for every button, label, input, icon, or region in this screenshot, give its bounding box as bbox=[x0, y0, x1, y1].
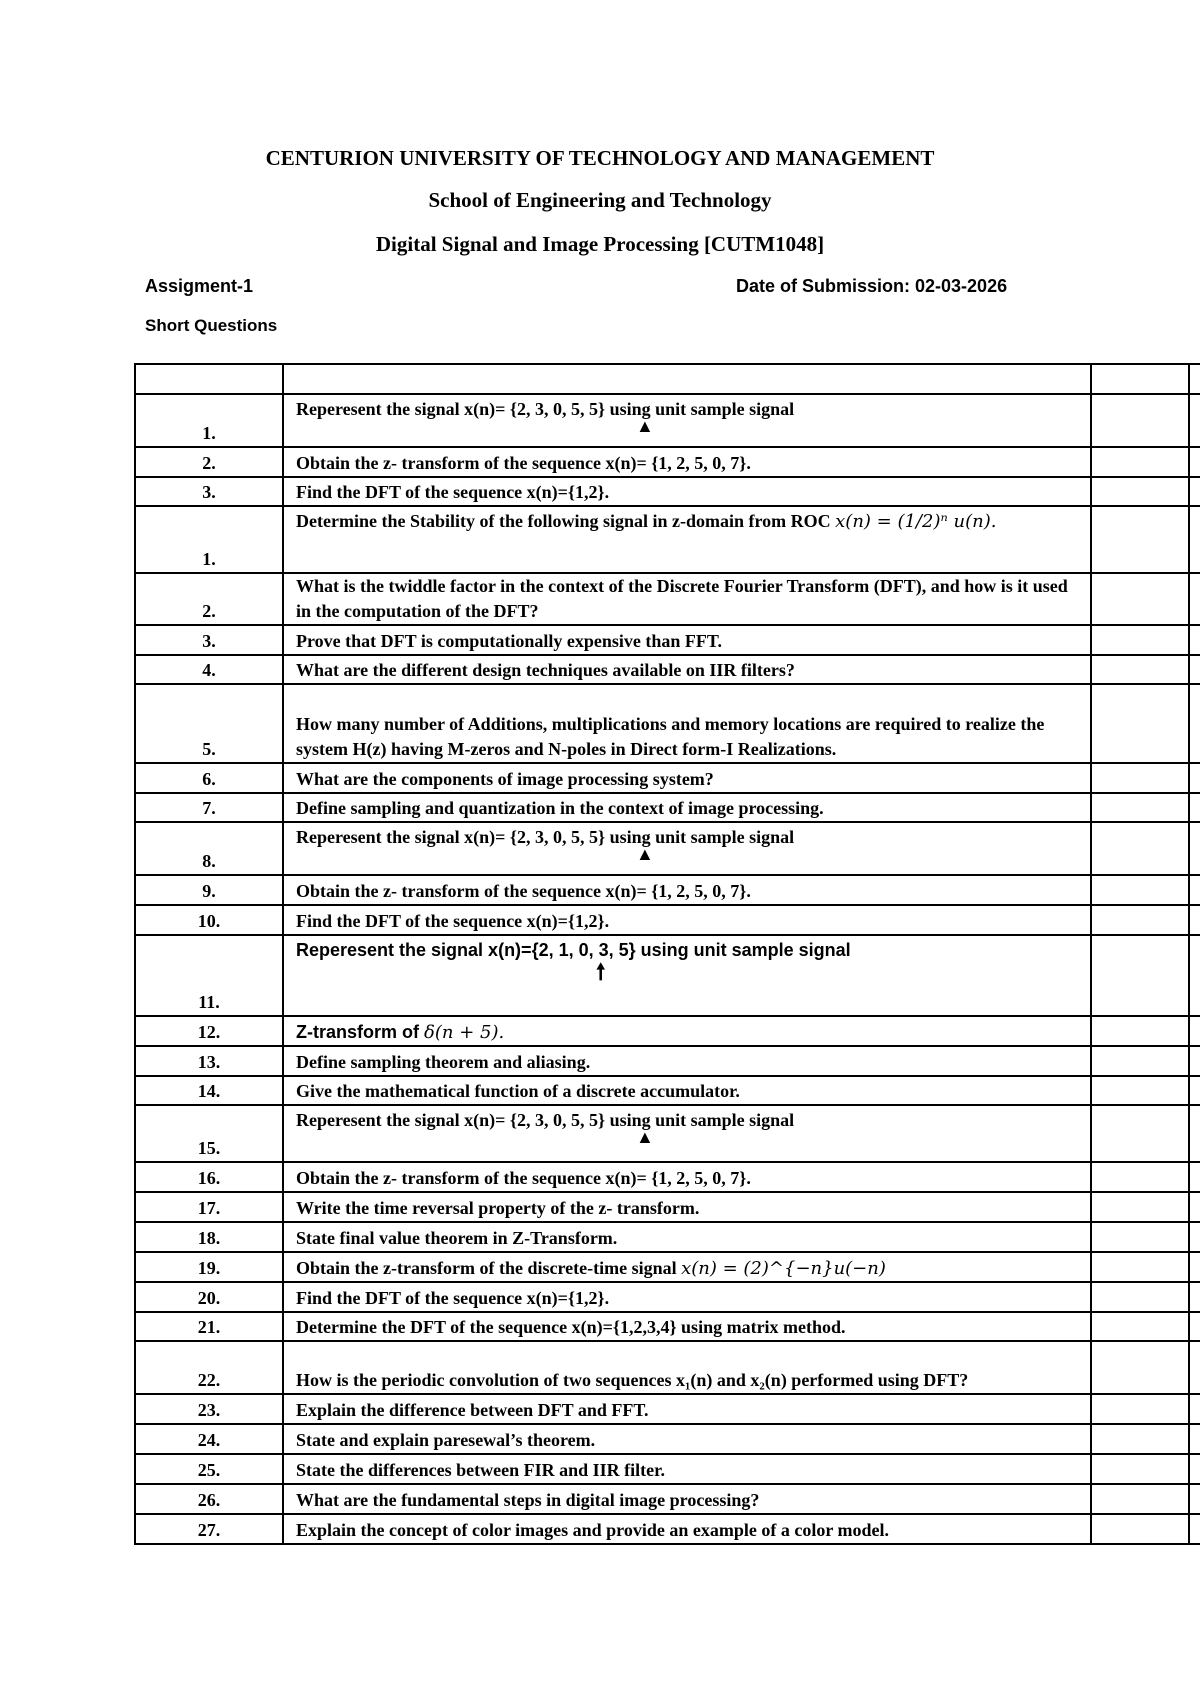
table-cell bbox=[1091, 506, 1189, 573]
submission-date: Date of Submission: 02-03-2026 bbox=[736, 276, 1008, 296]
question-text: Explain the difference between DFT and FFT. bbox=[283, 1394, 1091, 1424]
question-text: Find the DFT of the sequence x(n)={1,2}. bbox=[283, 1282, 1091, 1312]
table-row bbox=[135, 1046, 1200, 1076]
question-number: 2. bbox=[135, 573, 283, 625]
table-cell bbox=[1189, 1514, 1200, 1544]
arrow-up-icon: ▲ bbox=[636, 416, 654, 436]
table-row bbox=[135, 935, 1200, 1016]
table-cell bbox=[1091, 793, 1189, 822]
arrow-up-icon: 🠕 bbox=[596, 959, 606, 984]
question-number: 7. bbox=[135, 793, 283, 822]
table-cell bbox=[1091, 477, 1189, 506]
table-row bbox=[135, 1105, 1200, 1162]
question-number: 16. bbox=[135, 1162, 283, 1192]
table-cell bbox=[1189, 935, 1200, 1016]
table-header-row bbox=[135, 364, 1200, 394]
question-number: 2. bbox=[135, 447, 283, 477]
table-cell bbox=[1091, 1105, 1189, 1162]
question-text bbox=[283, 1252, 1091, 1282]
table-cell bbox=[1091, 763, 1189, 793]
questions-table bbox=[134, 363, 1200, 1545]
table-cell bbox=[135, 364, 283, 394]
arrow-up-icon: ▲ bbox=[636, 1127, 654, 1147]
question-number: 20. bbox=[135, 1282, 283, 1312]
table-cell bbox=[1091, 1514, 1189, 1544]
question-text bbox=[283, 394, 1091, 447]
table-cell bbox=[1091, 625, 1189, 655]
table-cell bbox=[1189, 905, 1200, 935]
table-cell bbox=[1091, 1192, 1189, 1222]
question-number: 3. bbox=[135, 625, 283, 655]
question-number: 8. bbox=[135, 822, 283, 875]
table-cell bbox=[283, 364, 1091, 394]
assignment-label: Assigment-1 bbox=[145, 276, 254, 296]
table-cell bbox=[1091, 684, 1189, 763]
table-row bbox=[135, 905, 1200, 935]
table-row bbox=[135, 1424, 1200, 1454]
table-row bbox=[135, 394, 1200, 447]
table-cell bbox=[1189, 684, 1200, 763]
table-row bbox=[135, 763, 1200, 793]
table-cell bbox=[1189, 655, 1200, 684]
table-cell bbox=[1091, 1341, 1189, 1394]
question-text bbox=[283, 822, 1091, 875]
question-number: 4. bbox=[135, 655, 283, 684]
question-text-content: Reperesent the signal x(n)= {2, 3, 0, 5, 5} using unit sample signal bbox=[296, 1110, 795, 1130]
table-cell bbox=[1189, 447, 1200, 477]
table-cell bbox=[1189, 822, 1200, 875]
table-cell bbox=[1189, 573, 1200, 625]
table-cell bbox=[1091, 1252, 1189, 1282]
question-text: Obtain the z- transform of the sequence x(n)= {1, 2, 5, 0, 7}. bbox=[283, 447, 1091, 477]
table-row bbox=[135, 1341, 1200, 1394]
table-cell bbox=[1091, 1016, 1189, 1046]
table-row bbox=[135, 1514, 1200, 1544]
table-cell bbox=[1189, 1341, 1200, 1394]
table-cell bbox=[1189, 364, 1200, 394]
question-number: 13. bbox=[135, 1046, 283, 1076]
table-cell bbox=[1189, 506, 1200, 573]
question-text: Determine the DFT of the sequence x(n)={1,2,3,4} using matrix method. bbox=[283, 1312, 1091, 1341]
table-row bbox=[135, 1016, 1200, 1046]
table-cell bbox=[1091, 1454, 1189, 1484]
question-text: Obtain the z- transform of the sequence x(n)= {1, 2, 5, 0, 7}. bbox=[283, 1162, 1091, 1192]
table-row bbox=[135, 447, 1200, 477]
table-cell bbox=[1189, 1454, 1200, 1484]
question-number: 23. bbox=[135, 1394, 283, 1424]
table-cell bbox=[1091, 1282, 1189, 1312]
table-cell bbox=[1189, 1105, 1200, 1162]
table-row bbox=[135, 506, 1200, 573]
question-text-content: Z-transform of bbox=[296, 1022, 419, 1042]
table-cell bbox=[1189, 1046, 1200, 1076]
table-row bbox=[135, 655, 1200, 684]
question-text: Define sampling theorem and aliasing. bbox=[283, 1046, 1091, 1076]
table-cell bbox=[1091, 1076, 1189, 1105]
question-number: 11. bbox=[135, 935, 283, 1016]
table-row bbox=[135, 684, 1200, 763]
table-cell bbox=[1189, 1282, 1200, 1312]
table-row bbox=[135, 1484, 1200, 1514]
question-number: 5. bbox=[135, 684, 283, 763]
question-number: 21. bbox=[135, 1312, 283, 1341]
question-number: 18. bbox=[135, 1222, 283, 1252]
table-row bbox=[135, 793, 1200, 822]
table-cell bbox=[1091, 364, 1189, 394]
table-cell bbox=[1189, 394, 1200, 447]
question-number: 22. bbox=[135, 1341, 283, 1394]
question-text: What is the twiddle factor in the context of the Discrete Fourier Transform (DFT), and how is it used in the computation of the DFT? bbox=[283, 573, 1091, 625]
question-number: 26. bbox=[135, 1484, 283, 1514]
table-cell bbox=[1091, 935, 1189, 1016]
table-cell bbox=[1091, 905, 1189, 935]
question-text bbox=[283, 1105, 1091, 1162]
table-row bbox=[135, 1282, 1200, 1312]
table-row bbox=[135, 875, 1200, 905]
question-text: State the differences between FIR and IIR filter. bbox=[283, 1454, 1091, 1484]
school-name: School of Engineering and Technology bbox=[428, 188, 772, 212]
question-number: 6. bbox=[135, 763, 283, 793]
question-number: 19. bbox=[135, 1252, 283, 1282]
question-text-content: Reperesent the signal x(n)={2, 1, 0, 3, 5} using unit sample signal bbox=[296, 940, 851, 960]
table-cell bbox=[1091, 573, 1189, 625]
table-row bbox=[135, 1192, 1200, 1222]
table-cell bbox=[1189, 1016, 1200, 1046]
table-row bbox=[135, 1162, 1200, 1192]
table-cell bbox=[1091, 394, 1189, 447]
table-cell bbox=[1091, 875, 1189, 905]
table-cell bbox=[1091, 1162, 1189, 1192]
question-number: 27. bbox=[135, 1514, 283, 1544]
question-text-content: Obtain the z-transform of the discrete-time signal bbox=[296, 1258, 677, 1278]
table-cell bbox=[1189, 1394, 1200, 1424]
question-number: 9. bbox=[135, 875, 283, 905]
table-row bbox=[135, 1222, 1200, 1252]
table-row bbox=[135, 1252, 1200, 1282]
table-row bbox=[135, 822, 1200, 875]
table-cell bbox=[1189, 1252, 1200, 1282]
question-text-content: Reperesent the signal x(n)= {2, 3, 0, 5, 5} using unit sample signal bbox=[296, 399, 795, 419]
table-cell bbox=[1189, 1222, 1200, 1252]
question-text bbox=[283, 506, 1091, 573]
table-row bbox=[135, 477, 1200, 506]
table-cell bbox=[1091, 1424, 1189, 1454]
question-text-content: Determine the Stability of the following signal in z-domain from ROC bbox=[296, 511, 831, 531]
university-name: CENTURION UNIVERSITY OF TECHNOLOGY AND MANAGEMENT bbox=[265, 146, 935, 170]
table-cell bbox=[1189, 875, 1200, 905]
table-cell bbox=[1189, 1076, 1200, 1105]
table-row bbox=[135, 1394, 1200, 1424]
question-text: Obtain the z- transform of the sequence x(n)= {1, 2, 5, 0, 7}. bbox=[283, 875, 1091, 905]
table-cell bbox=[1189, 477, 1200, 506]
question-text: Define sampling and quantization in the context of image processing. bbox=[283, 793, 1091, 822]
question-text: Prove that DFT is computationally expensive than FFT. bbox=[283, 625, 1091, 655]
question-number: 25. bbox=[135, 1454, 283, 1484]
math-expression: x(n) = (1/2)ⁿ u(n). bbox=[835, 511, 997, 532]
table-row bbox=[135, 573, 1200, 625]
table-cell bbox=[1189, 1312, 1200, 1341]
table-cell bbox=[1091, 822, 1189, 875]
table-cell bbox=[1091, 1484, 1189, 1514]
table-row bbox=[135, 625, 1200, 655]
table-cell bbox=[1091, 655, 1189, 684]
question-text: State final value theorem in Z-Transform. bbox=[283, 1222, 1091, 1252]
question-number: 1. bbox=[135, 394, 283, 447]
table-cell bbox=[1189, 1484, 1200, 1514]
question-text bbox=[283, 935, 1091, 1016]
question-number: 14. bbox=[135, 1076, 283, 1105]
table-cell bbox=[1091, 447, 1189, 477]
table-cell bbox=[1091, 1312, 1189, 1341]
question-text: How is the periodic convolution of two sequences x₁(n) and x₂(n) performed using DFT? bbox=[283, 1341, 1091, 1394]
table-row bbox=[135, 1454, 1200, 1484]
question-text: Write the time reversal property of the z- transform. bbox=[283, 1192, 1091, 1222]
question-text: Explain the concept of color images and provide an example of a color model. bbox=[283, 1514, 1091, 1544]
question-number: 1. bbox=[135, 506, 283, 573]
table-cell bbox=[1189, 793, 1200, 822]
table-cell bbox=[1189, 625, 1200, 655]
table-row bbox=[135, 1312, 1200, 1341]
question-number: 24. bbox=[135, 1424, 283, 1454]
table-cell bbox=[1189, 763, 1200, 793]
question-number: 10. bbox=[135, 905, 283, 935]
question-text bbox=[283, 1016, 1091, 1046]
question-text-content: Reperesent the signal x(n)= {2, 3, 0, 5, 5} using unit sample signal bbox=[296, 827, 795, 847]
section-title: Short Questions bbox=[145, 316, 278, 335]
question-text: How many number of Additions, multiplications and memory locations are required to realize the system H(z) having M-zeros and N-poles in Direct form-I Realizations. bbox=[283, 684, 1091, 763]
question-number: 17. bbox=[135, 1192, 283, 1222]
question-text: Find the DFT of the sequence x(n)={1,2}. bbox=[283, 905, 1091, 935]
question-text: What are the different design techniques available on IIR filters? bbox=[283, 655, 1091, 684]
table-cell bbox=[1189, 1162, 1200, 1192]
question-number: 12. bbox=[135, 1016, 283, 1046]
arrow-up-icon: ▲ bbox=[636, 844, 654, 864]
table-cell bbox=[1091, 1394, 1189, 1424]
math-expression: δ(n + 5). bbox=[424, 1022, 505, 1043]
table-cell bbox=[1189, 1424, 1200, 1454]
question-text: Give the mathematical function of a discrete accumulator. bbox=[283, 1076, 1091, 1105]
table-row bbox=[135, 1076, 1200, 1105]
question-number: 3. bbox=[135, 477, 283, 506]
question-text: Find the DFT of the sequence x(n)={1,2}. bbox=[283, 477, 1091, 506]
question-text: What are the fundamental steps in digital image processing? bbox=[283, 1484, 1091, 1514]
course-title: Digital Signal and Image Processing [CUTM1048] bbox=[375, 232, 825, 256]
question-text: What are the components of image processing system? bbox=[283, 763, 1091, 793]
question-number: 15. bbox=[135, 1105, 283, 1162]
table-cell bbox=[1189, 1192, 1200, 1222]
question-text: State and explain paresewal’s theorem. bbox=[283, 1424, 1091, 1454]
table-cell bbox=[1091, 1046, 1189, 1076]
math-expression: x(n) = (2)^{−n}u(−n) bbox=[681, 1258, 886, 1279]
table-cell bbox=[1091, 1222, 1189, 1252]
